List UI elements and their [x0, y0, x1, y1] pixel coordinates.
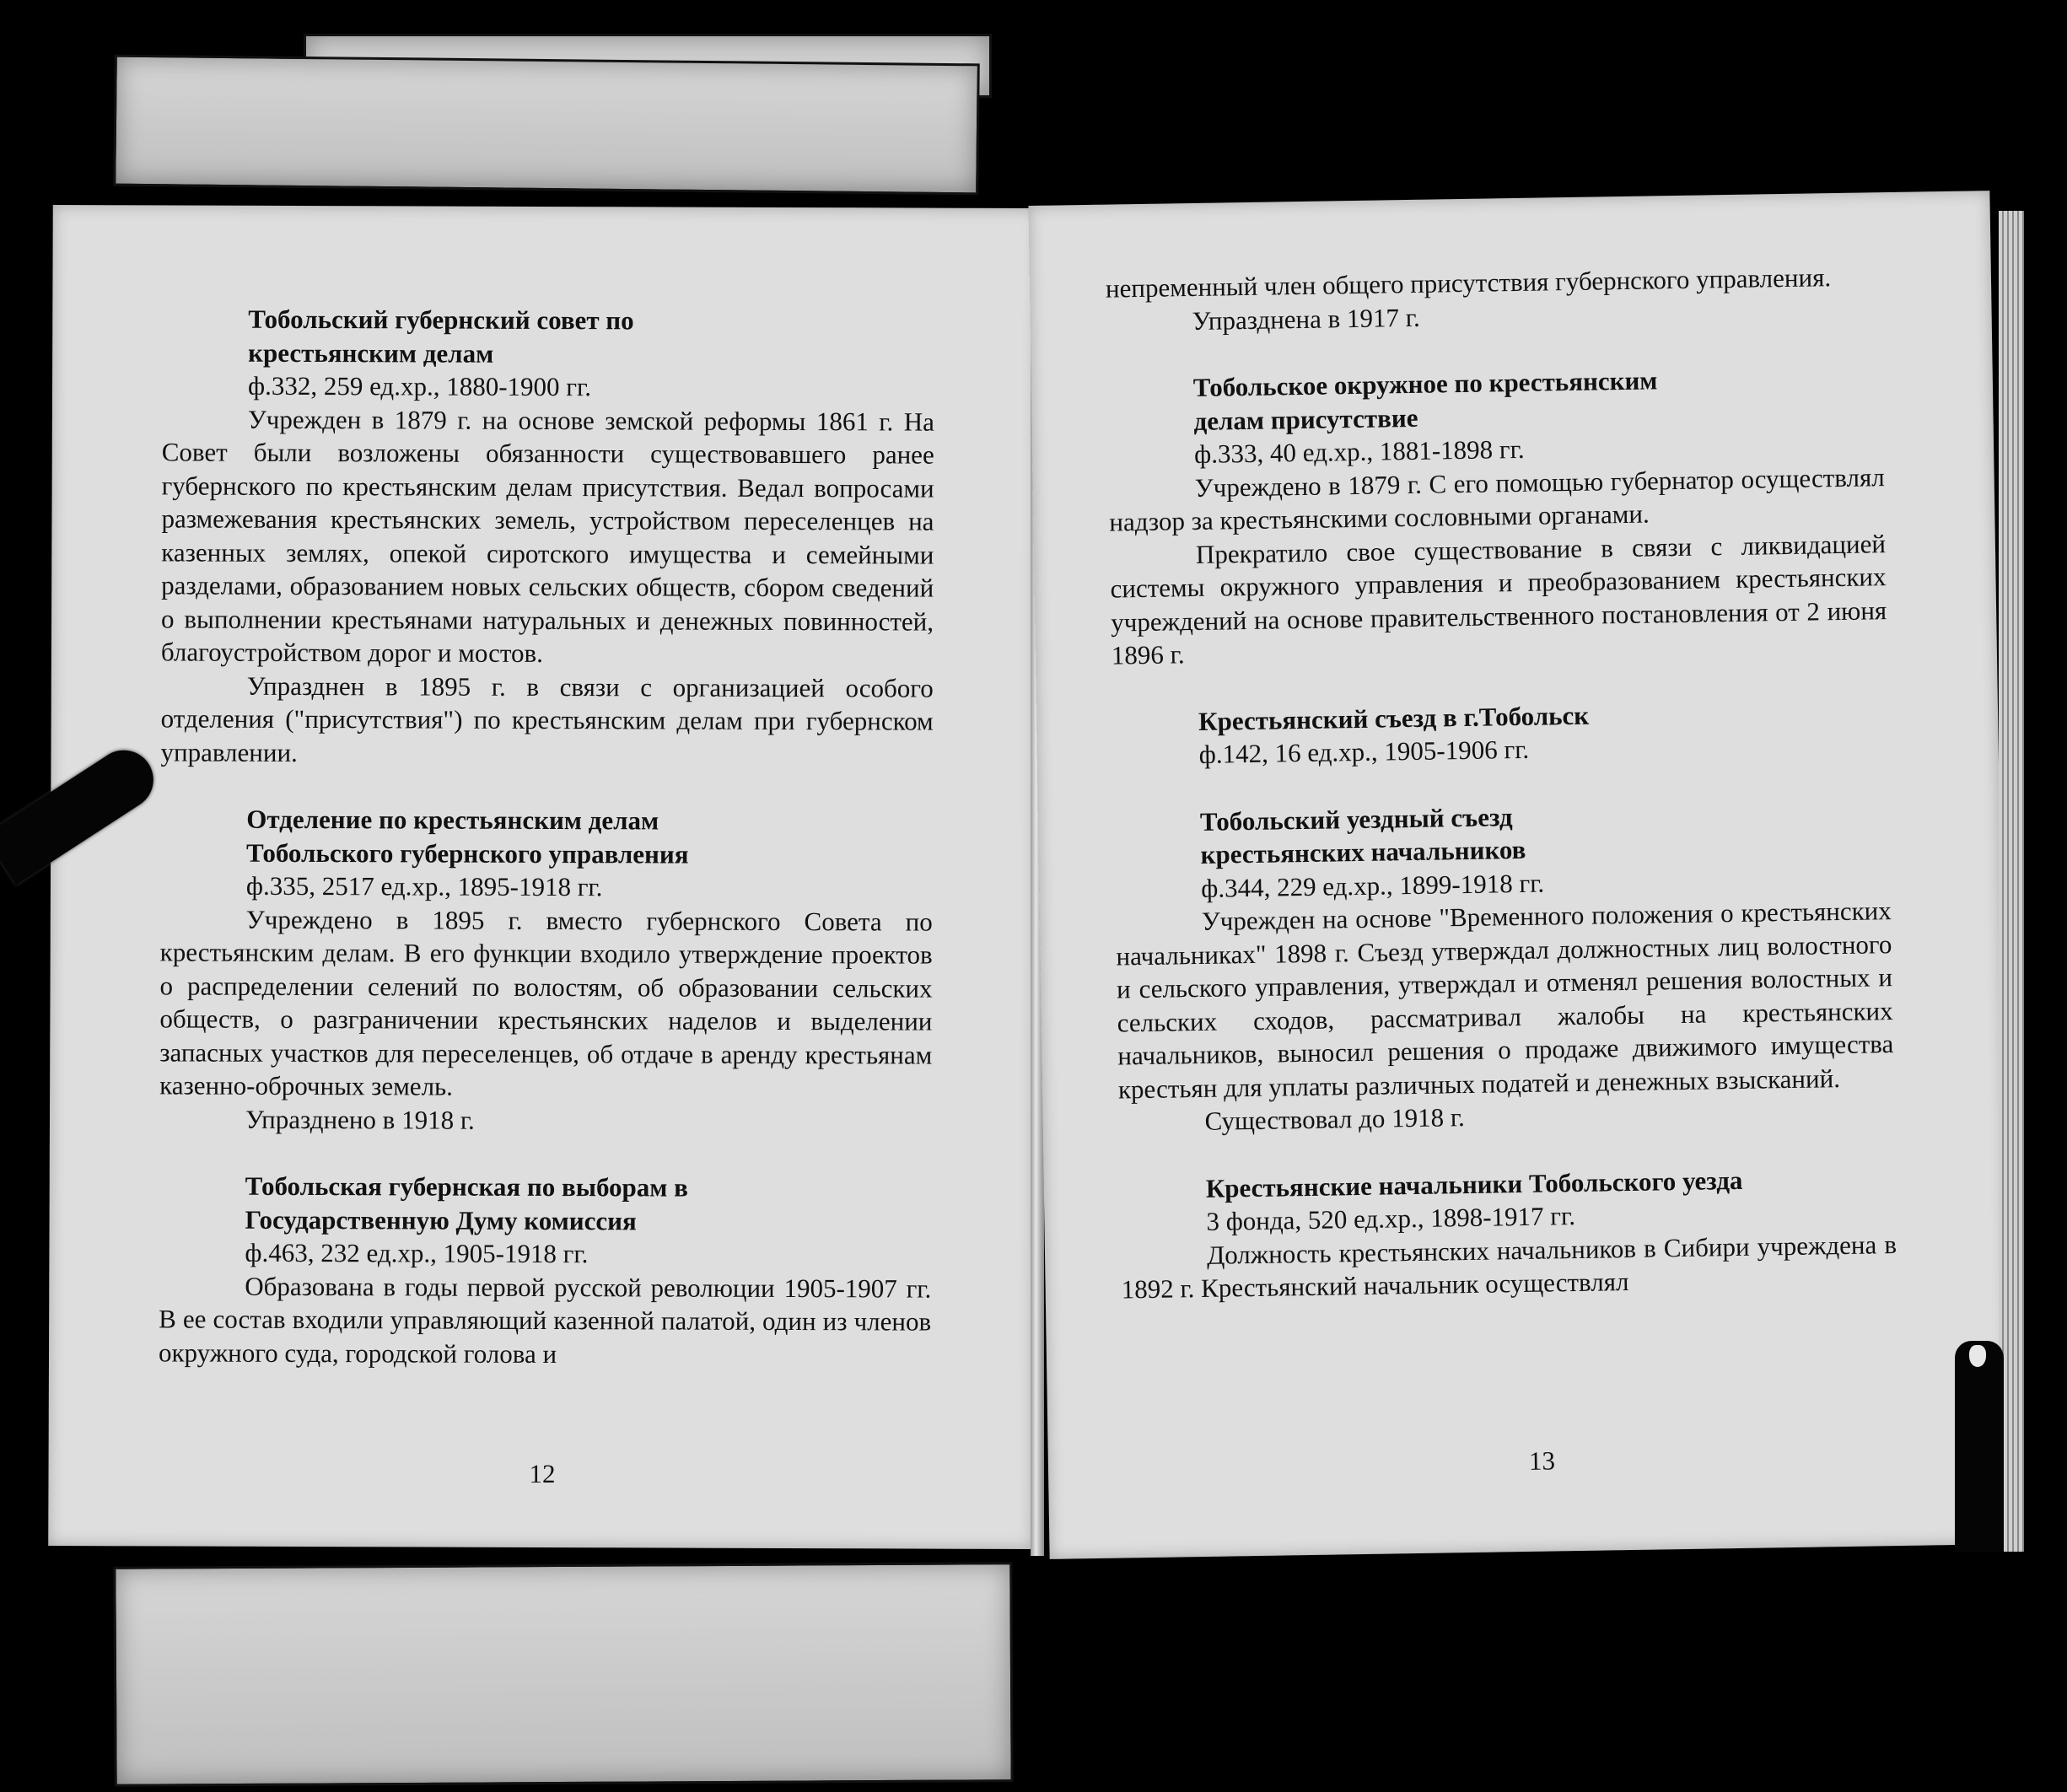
section-paragraph: Упразднено в 1918 г. [245, 1104, 475, 1135]
continuation-note: Упразднена в 1917 г. [1192, 302, 1420, 336]
section-paragraph: Должность крестьянских начальников в Сибири учреждена в 1892 г. Крестьянский начальник осуществлял [1121, 1229, 1897, 1305]
section-paragraph: Учреждено в 1879 г. С его помощью губернатор осуществлял надзор за крестьянскими сословными органами. [1109, 461, 1885, 537]
section-paragraph: Существовал до 1918 г. [1204, 1102, 1466, 1136]
page-stack-top [113, 55, 980, 196]
page-number: 13 [1528, 1445, 1556, 1476]
section-title: Тобольского губернского управления [246, 837, 689, 869]
section-title: крестьянских начальников [1200, 834, 1526, 869]
section-title: Государственную Думу комиссия [245, 1204, 637, 1235]
page-stack-bottom [113, 1562, 1013, 1787]
section-paragraph: Прекратило свое существование в связи с ликвидацией системы окружного управления и преобразованием крестьянских учреждений на основе правительственного постановления от 2 июня 1896 г. [1110, 528, 1887, 670]
archive-reference: ф.332, 259 ед.хр., 1880-1900 гг. [247, 370, 592, 402]
section-title: Крестьянский съезд в г.Тобольск [1198, 700, 1590, 736]
archive-reference: 3 фонда, 520 ед.хр., 1898-1917 гг. [1206, 1201, 1576, 1236]
right-page-text [1106, 260, 1897, 1306]
section-paragraph: Образована в годы первой русской революции 1905-1907 гг. В ее состав входили управляющий казенной палатой, один из членов окружного суда, городской голова и [158, 1271, 932, 1369]
section-paragraph: Учреждено в 1895 г. вместо губернского Совета по крестьянским делам. В его функции входило утверждение проектов о распределении селений по волостям, об образовании сельских обществ, о разграничении крестьянских наделов и выделении запасных участков для переселенцев, об отдаче в аренду крестьянам казенно-оброчных земель. [159, 904, 933, 1101]
left-page-text [159, 302, 934, 1371]
continuation-paragraph: непременный член общего присутствия губернского управления. [1105, 262, 1832, 304]
section-title: делам присутствие [1193, 402, 1418, 436]
section-title: Тобольская губернская по выборам в [245, 1170, 688, 1203]
archive-reference: ф.335, 2517 ед.хр., 1895-1918 гг. [245, 870, 603, 902]
archive-reference: ф.333, 40 ед.хр., 1881-1898 гг. [1193, 433, 1525, 469]
section-paragraph: Учрежден в 1879 г. на основе земской реформы 1861 г. На Совет были возложены обязанности существовавшего ранее губернского по крестьянским делам присутствия. Ведал вопросами размежевания крестьянских земель, устройством переселенцев на казенных землях, опекой сиротского имущества и семейными разделами, образованием новых сельских обществ, сбором сведений о выполнении крестьянами натуральных и денежных повинностей, благоустройством дорог и мостов. [160, 404, 934, 668]
page-number: 12 [529, 1458, 556, 1489]
archive-reference: ф.463, 232 ед.хр., 1905-1918 гг. [245, 1237, 589, 1269]
section-title: Тобольское окружное по крестьянским [1192, 365, 1658, 403]
right-page [1028, 191, 2010, 1559]
archive-reference: ф.142, 16 ед.хр., 1905-1906 гг. [1198, 734, 1530, 769]
section-title: Тобольский уездный съезд [1199, 801, 1513, 837]
book-clip-right [1955, 1341, 2004, 1552]
left-page [48, 205, 1038, 1549]
archive-reference: ф.344, 229 ед.хр., 1899-1918 гг. [1200, 868, 1545, 903]
section-title: Тобольский губернский совет по [248, 304, 634, 336]
book-clip-right-tip [1969, 1345, 1986, 1367]
section-title: крестьянским делам [248, 337, 494, 369]
section-paragraph: Учрежден на основе "Временного положения о крестьянских начальниках" 1898 г. Съезд утверждал должностных лиц волостного и сельского управления, утверждал и отменял решения волостных и сельских сходов, рассматривал жалобы на крестьянских начальников, выносил решения о продаже движимого имущества крестьян для уплаты различных податей и денежных взысканий. [1116, 896, 1894, 1105]
section-title: Крестьянские начальники Тобольского уезда [1205, 1165, 1743, 1203]
section-paragraph: Упразднен в 1895 г. в связи с организацией особого отделения ("присутствия") по крестьянским делам при губернском управлении. [160, 670, 934, 767]
section-title: Отделение по крестьянским делам [246, 804, 659, 836]
